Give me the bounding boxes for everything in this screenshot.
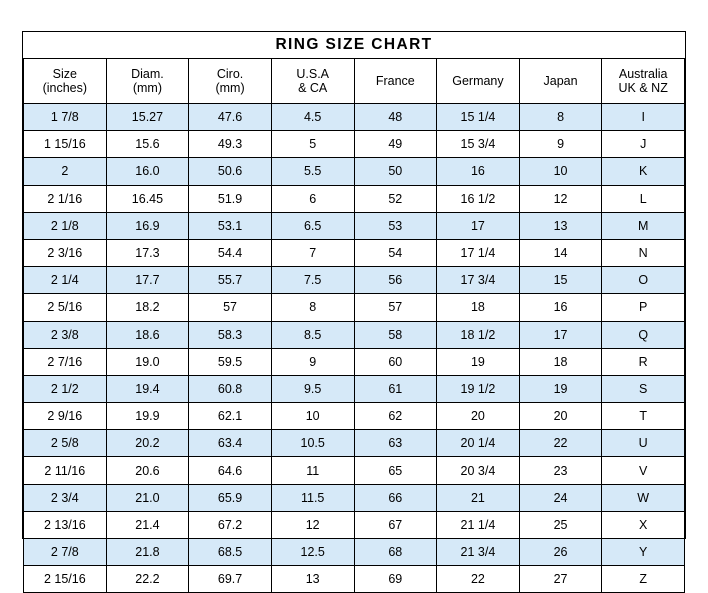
table-cell: 66: [354, 484, 437, 511]
table-row: [24, 294, 685, 321]
column-header-line2: UK & NZ: [618, 81, 668, 95]
table-cell: 10: [519, 158, 602, 185]
table-cell: 5: [271, 131, 354, 158]
table-row: [24, 348, 685, 375]
table-cell: 2 1/8: [24, 212, 107, 239]
table-row: [24, 484, 685, 511]
table-cell: 17.3: [106, 239, 189, 266]
table-cell: U: [602, 430, 685, 457]
table-cell: 9: [519, 131, 602, 158]
table-cell: 2 5/8: [24, 430, 107, 457]
table-cell: 21 1/4: [437, 511, 520, 538]
table-cell: 68: [354, 539, 437, 566]
table-cell: 18.2: [106, 294, 189, 321]
table-cell: 19: [519, 375, 602, 402]
table-cell: 23: [519, 457, 602, 484]
table-row: [24, 375, 685, 402]
table-cell: 68.5: [189, 539, 272, 566]
chart-title-row: [24, 32, 685, 59]
column-header: [602, 59, 685, 104]
table-cell: J: [602, 131, 685, 158]
table-cell: 15 1/4: [437, 104, 520, 131]
column-header: [189, 59, 272, 104]
table-cell: 16.9: [106, 212, 189, 239]
table-cell: 57: [189, 294, 272, 321]
table-cell: 21: [437, 484, 520, 511]
table-cell: Y: [602, 539, 685, 566]
table-cell: 13: [271, 566, 354, 593]
table-row: [24, 321, 685, 348]
table-cell: Q: [602, 321, 685, 348]
table-cell: 20 1/4: [437, 430, 520, 457]
table-cell: 59.5: [189, 348, 272, 375]
table-cell: 60: [354, 348, 437, 375]
table-cell: 16: [437, 158, 520, 185]
table-row: [24, 457, 685, 484]
table-cell: 4.5: [271, 104, 354, 131]
table-cell: 17: [437, 212, 520, 239]
table-cell: 21 3/4: [437, 539, 520, 566]
table-cell: 19.4: [106, 375, 189, 402]
table-cell: 24: [519, 484, 602, 511]
table-cell: 20.2: [106, 430, 189, 457]
table-cell: V: [602, 457, 685, 484]
table-cell: 12: [271, 511, 354, 538]
table-cell: 64.6: [189, 457, 272, 484]
table-cell: 19.0: [106, 348, 189, 375]
table-cell: 15.27: [106, 104, 189, 131]
table-cell: I: [602, 104, 685, 131]
table-cell: 56: [354, 267, 437, 294]
column-header: [271, 59, 354, 104]
table-cell: 21.8: [106, 539, 189, 566]
table-cell: 8: [271, 294, 354, 321]
column-header-line2: (mm): [132, 81, 163, 95]
column-header-line1: Japan: [543, 74, 578, 88]
column-header-line1: Australia: [618, 67, 668, 81]
table-cell: 63.4: [189, 430, 272, 457]
table-cell: 60.8: [189, 375, 272, 402]
ring-size-chart: [22, 31, 686, 587]
table-cell: 2: [24, 158, 107, 185]
column-header: [24, 59, 107, 104]
table-cell: 9: [271, 348, 354, 375]
table-cell: 69.7: [189, 566, 272, 593]
table-cell: 2 3/8: [24, 321, 107, 348]
table-cell: 16.45: [106, 185, 189, 212]
table-cell: N: [602, 239, 685, 266]
table-cell: 19: [437, 348, 520, 375]
table-cell: 47.6: [189, 104, 272, 131]
table-cell: 20: [437, 403, 520, 430]
table-cell: 8.5: [271, 321, 354, 348]
table-cell: 2 5/16: [24, 294, 107, 321]
table-row: [24, 539, 685, 566]
table-row: [24, 239, 685, 266]
table-cell: 67.2: [189, 511, 272, 538]
table-cell: 19.9: [106, 403, 189, 430]
column-header-line1: Size: [52, 67, 77, 81]
table-cell: 20 3/4: [437, 457, 520, 484]
table-cell: 2 9/16: [24, 403, 107, 430]
table-cell: 55.7: [189, 267, 272, 294]
table-cell: W: [602, 484, 685, 511]
table-cell: 22.2: [106, 566, 189, 593]
table-cell: 21.4: [106, 511, 189, 538]
table-row: [24, 403, 685, 430]
table-cell: K: [602, 158, 685, 185]
table-cell: 2 7/8: [24, 539, 107, 566]
table-row: [24, 511, 685, 538]
table-cell: 1 7/8: [24, 104, 107, 131]
column-header-line1: Ciro.: [216, 67, 244, 81]
table-cell: 25: [519, 511, 602, 538]
table-row: [24, 158, 685, 185]
table-cell: 52: [354, 185, 437, 212]
table-cell: M: [602, 212, 685, 239]
table-cell: 12: [519, 185, 602, 212]
table-cell: 62: [354, 403, 437, 430]
table-cell: 26: [519, 539, 602, 566]
table-cell: 2 1/2: [24, 375, 107, 402]
table-cell: 61: [354, 375, 437, 402]
table-row: [24, 566, 685, 593]
ring-size-table: [23, 32, 685, 593]
table-cell: 58: [354, 321, 437, 348]
table-cell: 69: [354, 566, 437, 593]
table-cell: 22: [437, 566, 520, 593]
table-cell: 2 11/16: [24, 457, 107, 484]
table-cell: 65.9: [189, 484, 272, 511]
table-cell: T: [602, 403, 685, 430]
table-cell: 50.6: [189, 158, 272, 185]
table-cell: 50: [354, 158, 437, 185]
table-cell: 2 3/4: [24, 484, 107, 511]
table-cell: 2 3/16: [24, 239, 107, 266]
table-cell: 15.6: [106, 131, 189, 158]
table-cell: 63: [354, 430, 437, 457]
table-cell: 58.3: [189, 321, 272, 348]
column-header-line1: France: [375, 74, 415, 88]
table-cell: 16 1/2: [437, 185, 520, 212]
table-cell: 2 15/16: [24, 566, 107, 593]
table-cell: 20.6: [106, 457, 189, 484]
table-cell: 53.1: [189, 212, 272, 239]
table-cell: 9.5: [271, 375, 354, 402]
table-cell: 8: [519, 104, 602, 131]
table-cell: 2 13/16: [24, 511, 107, 538]
column-header-line2: (mm): [215, 81, 245, 95]
table-cell: 17 3/4: [437, 267, 520, 294]
column-header: [437, 59, 520, 104]
table-cell: 13: [519, 212, 602, 239]
table-cell: 65: [354, 457, 437, 484]
column-header-line1: Germany: [452, 74, 504, 88]
table-cell: 67: [354, 511, 437, 538]
table-cell: 21.0: [106, 484, 189, 511]
table-cell: 51.9: [189, 185, 272, 212]
table-cell: 17 1/4: [437, 239, 520, 266]
table-cell: 18.6: [106, 321, 189, 348]
column-header: [106, 59, 189, 104]
table-cell: 17: [519, 321, 602, 348]
column-header: [354, 59, 437, 104]
table-cell: O: [602, 267, 685, 294]
table-cell: 54: [354, 239, 437, 266]
table-row: [24, 212, 685, 239]
column-header: [519, 59, 602, 104]
table-cell: 18: [437, 294, 520, 321]
column-header-line2: (inches): [42, 81, 88, 95]
table-cell: X: [602, 511, 685, 538]
column-header-line1: U.S.A: [296, 67, 330, 81]
table-cell: 6.5: [271, 212, 354, 239]
table-cell: 5.5: [271, 158, 354, 185]
table-cell: 18: [519, 348, 602, 375]
table-cell: L: [602, 185, 685, 212]
table-cell: 27: [519, 566, 602, 593]
table-cell: 6: [271, 185, 354, 212]
table-cell: 19 1/2: [437, 375, 520, 402]
table-cell: 48: [354, 104, 437, 131]
table-cell: Z: [602, 566, 685, 593]
table-cell: 2 1/4: [24, 267, 107, 294]
table-cell: 12.5: [271, 539, 354, 566]
table-cell: 16.0: [106, 158, 189, 185]
table-cell: 11: [271, 457, 354, 484]
table-cell: 22: [519, 430, 602, 457]
table-cell: 18 1/2: [437, 321, 520, 348]
table-cell: 17.7: [106, 267, 189, 294]
table-cell: 1 15/16: [24, 131, 107, 158]
table-cell: 11.5: [271, 484, 354, 511]
page-title: RING SIZE CHART: [24, 32, 685, 59]
table-cell: R: [602, 348, 685, 375]
table-cell: 2 1/16: [24, 185, 107, 212]
table-row: [24, 185, 685, 212]
table-cell: 16: [519, 294, 602, 321]
table-cell: 53: [354, 212, 437, 239]
table-cell: 49.3: [189, 131, 272, 158]
table-cell: 14: [519, 239, 602, 266]
table-cell: 62.1: [189, 403, 272, 430]
table-cell: 49: [354, 131, 437, 158]
table-row: [24, 430, 685, 457]
table-cell: 7.5: [271, 267, 354, 294]
table-cell: 54.4: [189, 239, 272, 266]
table-cell: 2 7/16: [24, 348, 107, 375]
table-cell: 10.5: [271, 430, 354, 457]
table-cell: 57: [354, 294, 437, 321]
table-cell: 7: [271, 239, 354, 266]
table-cell: 15: [519, 267, 602, 294]
table-cell: 10: [271, 403, 354, 430]
table-cell: S: [602, 375, 685, 402]
column-header-line1: Diam.: [131, 67, 164, 81]
table-cell: 20: [519, 403, 602, 430]
table-header-row: [24, 59, 685, 104]
table-cell: 15 3/4: [437, 131, 520, 158]
table-row: [24, 131, 685, 158]
column-header-line2: & CA: [298, 81, 328, 95]
table-row: [24, 267, 685, 294]
table-row: [24, 104, 685, 131]
table-cell: P: [602, 294, 685, 321]
